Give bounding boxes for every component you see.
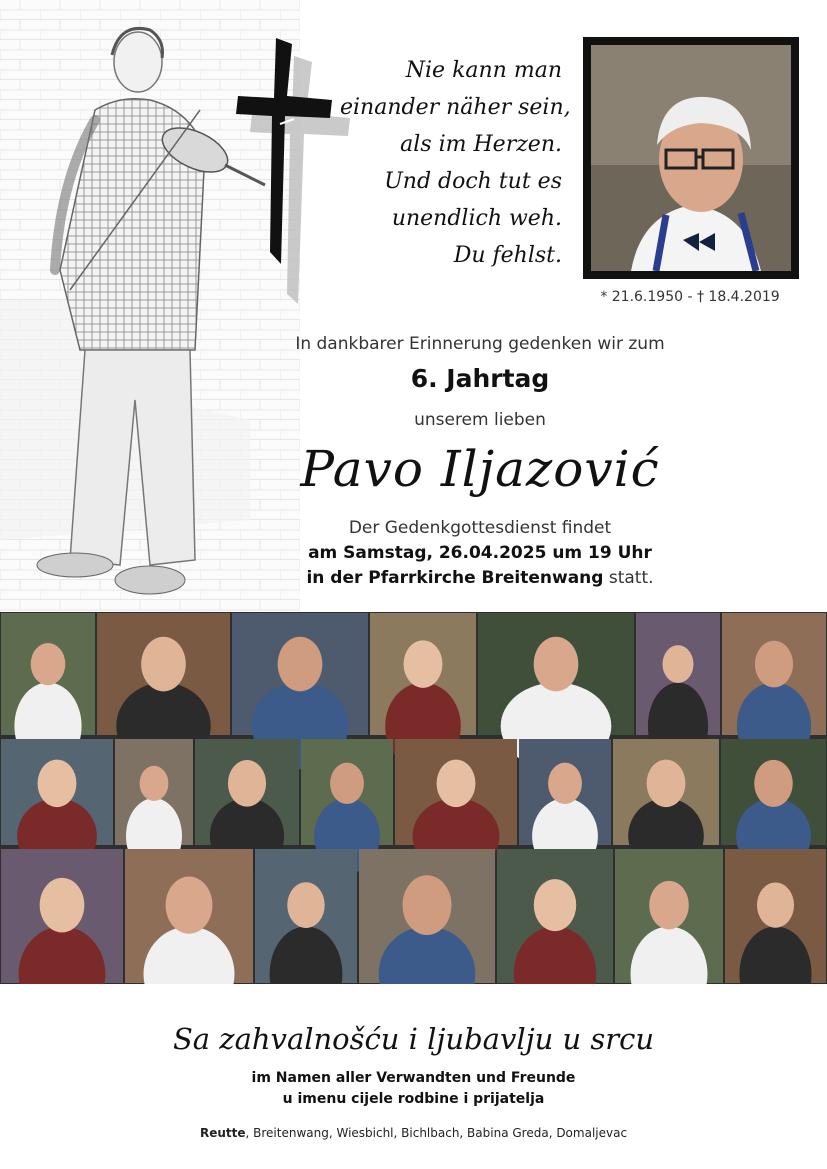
cross-icon: [232, 34, 357, 309]
poem-line: als im Herzen.: [400, 132, 562, 157]
poem: [340, 52, 571, 274]
thanks-line: Sa zahvalnošću i ljubavlju u srcu: [172, 1022, 655, 1056]
intro-text: In dankbarer Erinnerung gedenken wir zum: [295, 334, 665, 354]
collage-photo: [725, 849, 826, 984]
beloved-text: unserem lieben: [414, 410, 546, 430]
places-list: [0, 1126, 827, 1140]
service-line-1: Der Gedenkgottesdienst findet: [348, 518, 612, 538]
photo-collage: [0, 612, 827, 984]
places-rest: , Breitenwang, Wiesbichl, Bichlbach, Babina Greda, Domaljevac: [245, 1126, 628, 1140]
poem-line: einander näher sein,: [340, 95, 571, 120]
service-line-3-rest: statt.: [603, 568, 654, 588]
anniversary-title: 6. Jahrtag: [410, 364, 550, 393]
collage-photo: [1, 849, 123, 984]
life-dates: * 21.6.1950 - † 18.4.2019: [600, 289, 780, 305]
poem-line: Und doch tut es: [384, 169, 562, 194]
service-line-3: [230, 568, 730, 588]
deceased-name: Pavo Iljazović: [300, 440, 660, 498]
on-behalf-croatian: u imenu cijele rodbine i prijatelja: [282, 1091, 545, 1107]
poem-line: unendlich weh.: [391, 206, 562, 231]
on-behalf-german: im Namen aller Verwandten und Freunde: [251, 1070, 576, 1086]
collage-photo: [359, 849, 495, 984]
church-name: in der Pfarrkirche Breitenwang: [306, 568, 604, 588]
collage-photo: [255, 849, 357, 984]
portrait-photo: [583, 37, 799, 279]
poem-line: Du fehlst.: [453, 243, 562, 268]
collage-photo: [125, 849, 253, 984]
places-first: Reutte: [199, 1126, 246, 1140]
collage-photo: [615, 849, 723, 984]
poem-line: Nie kann man: [405, 58, 562, 83]
collage-photo: [497, 849, 613, 984]
service-line-2: am Samstag, 26.04.2025 um 19 Uhr: [308, 543, 652, 563]
